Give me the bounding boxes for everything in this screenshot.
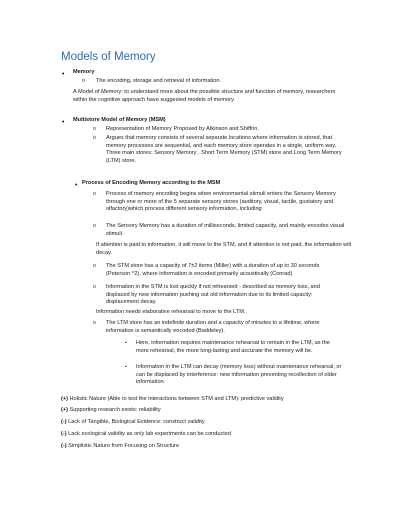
msm-argument: Argues that memory consists of several separate locations where information is stored, that memory processes are sequential, and each memory store operates in a single, uniform way. Three main stores: Sensory Memory , Short Term Memory (STM) store and Long Term Memory (LTM) store. xyxy=(106,135,342,164)
bullet-icon: • xyxy=(62,119,65,126)
evaluation-item: (-) Lack of Tangible, Biological Evidence: construct validity xyxy=(61,419,205,425)
process-sensory-duration: The Sensory Memory has a duration of milliseconds, limited capacity, and mainly encodes visual stimuli. xyxy=(106,223,345,237)
circle-bullet-icon: o xyxy=(93,191,96,197)
memory-heading: Memory xyxy=(73,69,95,75)
process-stm-capacity: The STM store has a capacity of 7±2 items (Miller) with a duration of up to 30 seconds (Peterson ^2), where information is encoded primarily acoustically (Conrad) xyxy=(106,263,320,277)
circle-bullet-icon: o xyxy=(93,284,96,290)
process-ltm-decay: Information in the LTM can decay (memory loss) without maintenance rehearsal, or can be displaced by interference: new information preventing recollection of older information. xyxy=(136,364,342,386)
evaluation-item: (+) Holistic Nature (Able to test the interactions between STM and LTM): predictive validity xyxy=(61,396,284,402)
process-ltm-store: The LTM store has an indefinite duration and a capacity of minutes to a lifetime, where information is semantically encoded (Baddeley). xyxy=(106,320,320,334)
process-attention-note: If attention is paid to information, it will move to the STM, and if attention is not paid, the information will decay. xyxy=(96,242,351,256)
square-bullet-icon: ▪ xyxy=(125,364,127,370)
process-stm-loss: Information in the STM is lost quickly if not rehearsed - described as memory loss, and displaced by new information pushing out old information due to its limited capacity: displacement decay. xyxy=(106,284,320,306)
process-rehearsal-note: Information needs elaborative rehearsal to move to the LTM. xyxy=(96,309,246,315)
msm-representation: Representation of Memory Proposed by Atkinson and Shiffrin. xyxy=(106,126,259,132)
memory-definition: The encoding, storage and retrieval of information. xyxy=(96,78,221,84)
process-encoding-begins: Process of memory encoding begins when environmental stimuli enters the Sensory Memory through one or more of the 5 separate sensory stores (auditory, visual, tactile, gustatory and olfactory)which process different sensory information, including xyxy=(106,191,336,213)
bullet-icon: • xyxy=(75,182,78,189)
circle-bullet-icon: o xyxy=(93,135,96,141)
square-bullet-icon: ▪ xyxy=(125,340,127,346)
msm-heading: Multistore Model of Memory (MSM) xyxy=(73,117,166,123)
evaluation-item: (-) Lack ecological validity as only lab experiments can be conducted xyxy=(61,431,232,437)
process-heading: Process of Encoding Memory according to the MSM xyxy=(82,180,221,186)
evaluation-item: (+) Supporting research exists: reliability xyxy=(61,407,161,413)
circle-bullet-icon: o xyxy=(93,320,96,326)
circle-bullet-icon: o xyxy=(93,126,96,132)
process-ltm-maintenance: Here, information requires maintenance rehearsal to remain in the LTM, as the more rehearsal, the more long-lasting and accurate the memory will be. xyxy=(136,340,330,354)
circle-bullet-icon: o xyxy=(93,223,96,229)
page-title: Models of Memory xyxy=(61,51,156,63)
memory-model-paragraph: A Model of Memory: to understand more about the possible structure and function of memory, researchers within the cognitive approach have suggested models of memory. xyxy=(73,89,336,103)
circle-bullet-icon: o xyxy=(82,78,85,84)
bullet-icon: • xyxy=(62,71,65,78)
circle-bullet-icon: o xyxy=(93,263,96,269)
evaluation-item: (-) Simplistic Nature from Focusing on Structure xyxy=(61,443,180,449)
